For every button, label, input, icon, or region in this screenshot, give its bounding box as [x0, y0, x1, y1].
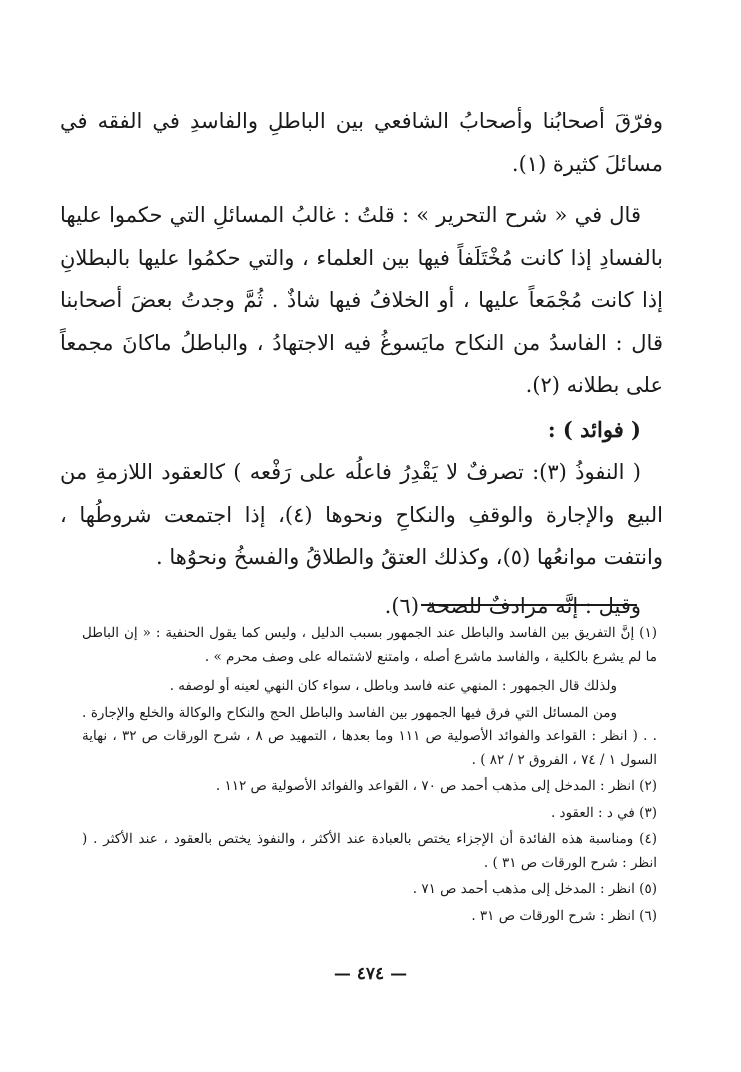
paragraph-4: وقيل : إنَّه مرادفٌ للصحة (٦). [384, 593, 641, 618]
paragraph-3: ( النفوذُ (٣): تصرفٌ لا يَقْدِرُ فاعلُه على رَفْعه ) كالعقود اللازمةِ من البيع والإجارة والوقفِ والنكاحِ ونحوها (٤)، إذا اجتمعت شروطُها ، وانتفت موانعُها (٥)، وكذلك العتقُ والطلاقُ والفسخُ ونحوُها . [60, 460, 663, 569]
footnote-1: (١) إنَّ التفريق بين الفاسد والباطل عند الجمهور بسبب الدليل ، وليس كما يقول الحنفية : « إن الباطل ما لم يشرع بالكلية ، والفاسد ماشرع أصله ، وامتنع لاشتماله على وصف محرم » . [82, 625, 657, 665]
footnote-6: (٦) انظر : شرح الورقات ص ٣١ . [471, 907, 657, 924]
footnote-divider [421, 604, 637, 606]
page-number: — ٤٧٤ — [333, 964, 408, 984]
footnote-5: (٥) انظر : المدخل إلى مذهب أحمد ص ٧١ . [412, 881, 657, 897]
footnote-4: (٤) ومناسبة هذه الفائدة أن الإجزاء يختص بالعبادة عند الأكثر ، والنفوذ يختص بالعقود ، عند الأكثر . ( انظر : شرح الورقات ص ٣١ ) . [82, 831, 657, 871]
footnotes-section [82, 622, 657, 931]
paragraph-1: وفرّقَ أصحابُنا وأصحابُ الشافعي بين الباطلِ والفاسدِ في الفقه في مسائلَ كثيرة (١). [60, 109, 663, 176]
footnote-1-continued: ولذلك قال الجمهور : المنهي عنه فاسد وباطل ، سواء كان النهي لعينه أو لوصفه . [169, 678, 617, 694]
main-text-body [60, 100, 663, 627]
paragraph-2: قال في « شرح التحرير » : قلتُ : غالبُ المسائلِ التي حكموا عليها بالفسادِ إذا كانت مُخْتَلَفاً فيها بين العلماء ، والتي حكمُوا عليها بالبطلانِ إذا كانت مُجْمَعاً عليها ، أو الخلافُ فيها شاذٌ . ثُمَّ وجدتُ بعضَ أصحابنا قال : الفاسدُ من النكاح مايَسوغُ فيه الاجتهادُ ، والباطلُ ماكانَ مجمعاً على بطلانه (٢). [60, 203, 663, 397]
section-heading: ( فوائد ) : [547, 416, 641, 442]
footnote-1-examples: ومن المسائل التي فرق فيها الجمهور بين الفاسد والباطل الحج والنكاح والوكالة والخلع والإجارة . . . ( انظر : القواعد والفوائد الأصولية ص ١١١ وما بعدها ، التمهيد ص ٨ ، شرح الورقات ص ٣٢ ، نهاية السول ١ / ٧٤ ، الفروق ٢ / ٨٢ ) . [82, 704, 657, 768]
footnote-2: (٢) انظر : المدخل إلى مذهب أحمد ص ٧٠ ، القواعد والفوائد الأصولية ص ١١٢ . [215, 778, 657, 794]
footnote-3: (٣) في د : العقود . [550, 804, 657, 821]
